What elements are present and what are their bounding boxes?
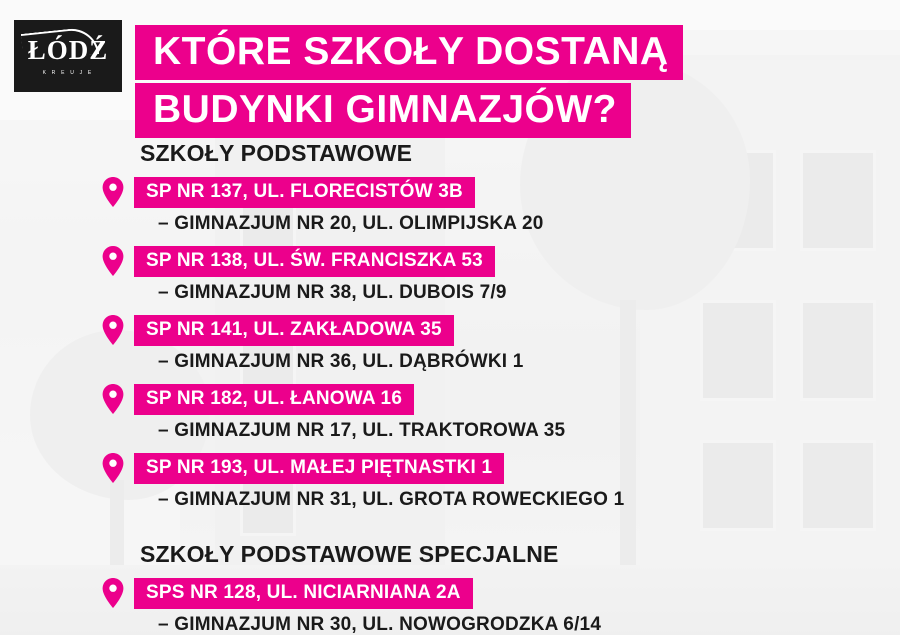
map-pin-icon	[102, 453, 124, 483]
list-item	[0, 177, 900, 235]
entry-row	[102, 315, 900, 346]
school-name: SP NR 141, UL. ZAKŁADOWA 35	[134, 315, 454, 346]
logo-mark	[27, 34, 109, 65]
entry-row	[102, 177, 900, 208]
school-name: SP NR 138, UL. ŚW. FRANCISZKA 53	[134, 246, 495, 277]
map-pin-icon	[102, 177, 124, 207]
school-name: SPS NR 128, UL. NICIARNIANA 2A	[134, 578, 473, 609]
map-pin-icon	[102, 578, 124, 608]
gimnazjum-name: – GIMNAZJUM NR 31, UL. GROTA ROWECKIEGO 1	[158, 488, 625, 510]
page-title-line-1: KTÓRE SZKOŁY DOSTANĄ	[135, 25, 683, 80]
gimnazjum-name: – GIMNAZJUM NR 20, UL. OLIMPIJSKA 20	[158, 212, 544, 234]
entry-row	[102, 246, 900, 277]
gimnazjum-name: – GIMNAZJUM NR 30, UL. NOWOGRODZKA 6/14	[158, 613, 602, 635]
map-pin-icon	[102, 246, 124, 276]
section-special-primary-schools	[0, 541, 900, 635]
entry-row	[102, 384, 900, 415]
logo	[14, 20, 122, 92]
school-name: SP NR 182, UL. ŁANOWA 16	[134, 384, 414, 415]
page-title	[135, 25, 760, 138]
entry-row	[102, 578, 900, 609]
content	[0, 140, 900, 635]
gimnazjum-name: – GIMNAZJUM NR 36, UL. DĄBRÓWKI 1	[158, 350, 524, 372]
entry-row	[102, 453, 900, 484]
gimnazjum-name: – GIMNAZJUM NR 38, UL. DUBOIS 7/9	[158, 281, 507, 303]
page-title-line-2: BUDYNKI GIMNAZJÓW?	[135, 83, 631, 138]
list-item	[0, 246, 900, 304]
school-name: SP NR 137, UL. FLORECISTÓW 3B	[134, 177, 475, 208]
list-item	[0, 315, 900, 373]
section-heading: SZKOŁY PODSTAWOWE	[140, 140, 413, 166]
logo-mark-text: ŁÓDŹ	[27, 34, 109, 65]
section-heading: SZKOŁY PODSTAWOWE SPECJALNE	[140, 540, 559, 567]
gimnazjum-name: – GIMNAZJUM NR 17, UL. TRAKTOROWA 35	[158, 419, 566, 441]
list-item	[0, 384, 900, 442]
school-name: SP NR 193, UL. MAŁEJ PIĘTNASTKI 1	[134, 453, 504, 484]
list-item	[0, 453, 900, 511]
list-item	[0, 578, 900, 635]
map-pin-icon	[102, 384, 124, 414]
map-pin-icon	[102, 315, 124, 345]
section-primary-schools	[0, 140, 900, 511]
logo-subtitle: K R E U J E	[42, 69, 94, 76]
